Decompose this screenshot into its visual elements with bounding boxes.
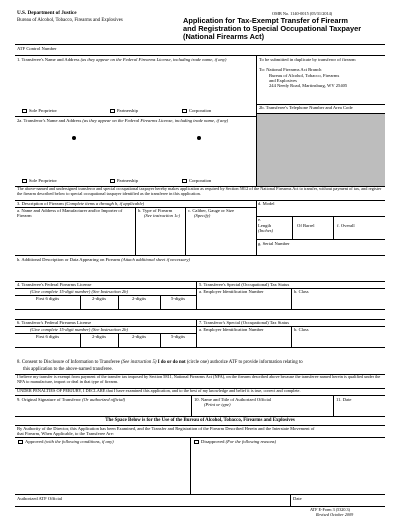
item1-sole-proprietor[interactable] [22, 108, 57, 113]
item3e-length-label [258, 223, 273, 234]
item5-label: 5. Transferee's Special (Occupational) Tax Status [199, 282, 290, 287]
item3c-label [188, 208, 254, 219]
item2a-label-text: 2a. Transferor's Name and Address [17, 118, 82, 123]
item3c-text: c. Caliber, Gauge or Size [188, 208, 234, 213]
item8-do-or-do-not[interactable]: I do or do not [157, 360, 186, 365]
item8-text5: this application to the above-named transferee. [23, 367, 113, 372]
item7-label: 7. Transferor's Special (Occupational) Tax Status [199, 320, 289, 325]
item4-2digits-b-label: 2-digits [131, 296, 147, 301]
item2a-sole-label: Sole Proprietor [29, 178, 57, 183]
atf-use-text2: that Firearm, When Applicable, to the Transferee Are: [17, 431, 115, 437]
submit-to: To: National Firearms Act Branch [259, 67, 322, 73]
item5a-label: a. Employer Identification Number [199, 289, 264, 294]
checkbox-icon[interactable] [182, 179, 187, 183]
item6-first6-label: First 6 digits [35, 334, 60, 339]
disapproved-option[interactable] [194, 439, 276, 444]
item1-corporation[interactable] [182, 108, 211, 113]
atf-date-label: Date [293, 496, 302, 501]
transferor-name-address-field[interactable] [17, 131, 253, 173]
item6-2digits-label: 2-digits [91, 334, 107, 339]
form-title-line2: and Registration to Special Occupational Taxpayer [183, 23, 362, 33]
item3g-label: g. Serial Number [258, 241, 290, 246]
exemption-statement: I believe my transfer is exempt from payment of the transfer tax imposed by Section 5811, National Firearms Act (NFA), on the firearm described above because the transferee named herein is qualified under the NFA to manufacture, import or deal in that type of firearm. [17, 374, 381, 384]
bullet-left-icon [72, 136, 76, 140]
item3h-field[interactable] [17, 264, 383, 280]
checkbox-icon[interactable] [110, 109, 115, 113]
submit-line4: 244 Needy Road, Martinsburg, WV 25405 [269, 83, 348, 89]
form-title-line3: (National Firearms Act) [183, 31, 265, 41]
submit-intro: To be submitted in duplicate by transferor of firearm [259, 57, 356, 62]
item10-label-text: 10. Name and Title of Authorized Official [194, 397, 272, 402]
item8-text1: 8. Consent to Disclosure of Information to Transferee [17, 360, 120, 365]
item3b-label [138, 208, 184, 219]
atf-use-heading: The Space Below is for the Use of the Bureau of Alcohol, Tobacco, Firearms and Explosives [105, 418, 295, 423]
item3b-text: b. Type of Firearm [138, 208, 173, 213]
approved-qualifier: (with the following conditions, if any) [44, 439, 114, 444]
bullet-right-icon [197, 136, 201, 140]
item2a-partnership[interactable] [110, 178, 138, 183]
department-name: U.S. Department of Justice [17, 10, 77, 16]
item3h-qualifier: (Attach additional sheet if necessary) [121, 257, 190, 262]
item9-label [17, 397, 125, 402]
item6-label: 6. Transferor's Federal Firearms License [17, 320, 92, 325]
item2b-label: 2b. Transferee's Telephone Number and Area Code [259, 105, 353, 110]
submit-instructions [259, 57, 384, 88]
form-title [183, 17, 361, 40]
item3-label-text: 3. Description of Firearm [17, 201, 64, 206]
item3e-barrel-label: Of Barrel [297, 223, 315, 228]
item2a-qualifier: (as they appear on the Federal Firearms License, including trade name, if any) [82, 118, 229, 123]
checkbox-icon[interactable] [22, 179, 27, 183]
declaration-text: The above-named and undersigned transferor and special occupational taxpayer hereby makes application as required by Section 5812 of the National Firearms Act to transfer, without payment of tax, and register the firearm described below to special occupational taxpayer identified as the transferee in this application. [17, 186, 382, 196]
transferee-name-address-field[interactable] [17, 70, 253, 106]
item11-label: 11. Date [336, 397, 352, 402]
checkbox-icon[interactable] [182, 109, 187, 113]
item1-label [17, 57, 253, 62]
item2a-corporation-label: Corporation [189, 178, 212, 183]
checkbox-icon[interactable] [194, 440, 199, 444]
item3h-label [17, 257, 190, 262]
item3e-length-text: Length [258, 223, 272, 228]
item1-label-text: 1. Transferee's Name and Address [17, 57, 80, 62]
item1-sole-label: Sole Proprietor [29, 108, 57, 113]
item5b-label: b. Class [294, 289, 309, 294]
item3h-label-text: h. Additional Description or Data Appearing on Firearm [17, 257, 121, 262]
checkbox-icon[interactable] [22, 109, 27, 113]
item3f-overall-label: f. Overall [337, 223, 355, 228]
item4-first6-label: First 6 digits [35, 296, 60, 301]
approved-label: Approved [25, 439, 44, 444]
atf-control-number[interactable]: ATF Control Number [17, 46, 57, 51]
disapproved-label: Disapproved [201, 439, 225, 444]
perjury-statement: UNDER PENALTIES OF PERJURY, I DECLARE that I have examined this application, and to the best of my knowledge and belief it is true, correct and complete. [17, 388, 301, 393]
omb-number: OMB No. 1140-0015 (05/31/2014) [272, 11, 333, 16]
bureau-name: Bureau of Alcohol, Tobacco, Firearms and Explosives [17, 18, 123, 23]
item4-sub: (Give complete 15-digit number) (See Instruction 2b) [30, 289, 128, 294]
submit-line3: and Explosives [269, 77, 297, 83]
revision-date: Revised October 2009 [316, 512, 354, 517]
atf-use-text [17, 426, 383, 436]
form-number: ATF E-Form 3 (5320.3) [310, 507, 351, 512]
item3c-qualifier: (Specify) [194, 213, 211, 219]
item9-qualifier: (Or authorized official) [82, 397, 126, 402]
item7b-label: b. Class [294, 327, 309, 332]
atf-use-text1: By Authority of the Director, this Application has been Examined, and the Transfer and Registration of the Firearm Described Herein and the Interstate Movement of [17, 426, 315, 431]
item7a-label: a. Employer Identification Number [199, 327, 264, 332]
item10-qualifier: (Print or type) [204, 402, 231, 408]
approved-option[interactable] [18, 439, 114, 444]
item10-label [194, 397, 271, 408]
item8-consent [17, 360, 383, 366]
item6-sub: (Give complete 15-digit number) (See Instruction 2b) [30, 327, 128, 332]
item3-qualifier: (Complete items a through h, if applicable) [64, 201, 145, 206]
item3d-label: d. Model [258, 201, 275, 206]
item4-label: 4. Transferee's Federal Firearms License [17, 282, 92, 287]
item4-2digits-label: 2-digits [91, 296, 107, 301]
item6-5digits-label: 5-digits [170, 334, 186, 339]
checkbox-icon[interactable] [110, 179, 115, 183]
item9-label-text: 9. Original Signature of Transferor [17, 397, 81, 402]
checkbox-icon[interactable] [18, 440, 23, 444]
atf-official-label: Authorized ATF Official [17, 496, 63, 501]
item3-label [17, 201, 144, 206]
item1-partnership-label: Partnership [117, 108, 138, 113]
item8-text2: (See instruction 5) [121, 360, 157, 365]
item3e-label: e. [258, 217, 262, 222]
item8-text4: (circle one) authorize ATF to provide information relating to [186, 360, 303, 365]
item3a-label: a. Name and Address of Manufacturer and/or Importer of Firearm [17, 208, 123, 219]
disapproved-qualifier: (For the following reasons) [225, 439, 277, 444]
item4-5digits-label: 5-digits [170, 296, 186, 301]
item1-corporation-label: Corporation [189, 108, 212, 113]
item1-partnership[interactable] [110, 108, 138, 113]
item1-qualifier: (as they appear on the Federal Firearms License, including trade name, if any) [80, 57, 227, 62]
item2b-shaded-area [257, 114, 385, 186]
item2a-partnership-label: Partnership [117, 178, 138, 183]
submit-line2: Bureau of Alcohol, Tobacco, Firearms [269, 72, 340, 78]
form-title-line1: Application for Tax-Exempt Transfer of Firearm [183, 16, 348, 25]
item2a-label [17, 118, 253, 123]
item3e-length-unit: (Inches) [258, 228, 274, 234]
item2a-corporation[interactable] [182, 178, 211, 183]
item6-2digits-b-label: 2-digits [131, 334, 147, 339]
item2a-sole-proprietor[interactable] [22, 178, 57, 183]
item3b-qualifier: (See instruction 1c) [144, 213, 180, 219]
